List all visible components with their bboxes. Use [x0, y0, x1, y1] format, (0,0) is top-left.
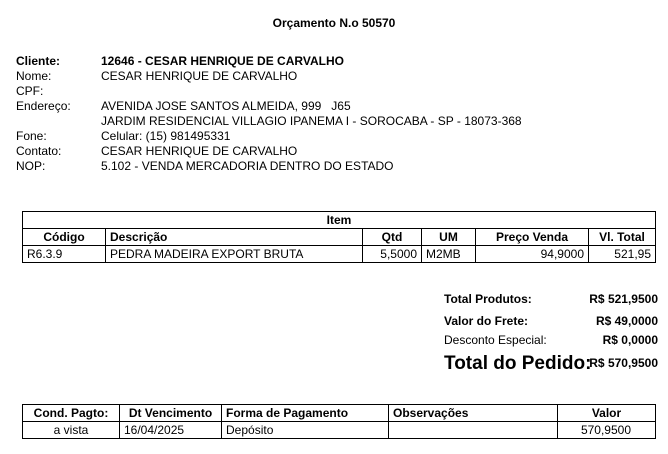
total-produtos-value: R$ 521,9500	[589, 292, 658, 306]
cell-dt-vencimento: 16/04/2025	[120, 422, 222, 439]
desconto-especial-value: R$ 0,0000	[602, 333, 658, 347]
header-vl-total: Vl. Total	[589, 229, 656, 246]
header-um: UM	[422, 229, 476, 246]
payment-header-row	[23, 405, 656, 422]
cell-um: M2MB	[422, 246, 476, 263]
cell-valor: 570,9500	[558, 422, 656, 439]
header-cond-pagto: Cond. Pagto:	[23, 405, 120, 422]
desconto-especial-label: Desconto Especial:	[444, 333, 547, 347]
total-produtos-label: Total Produtos:	[444, 292, 532, 306]
items-table	[22, 211, 656, 263]
nop-label: NOP:	[16, 159, 46, 173]
page-title: Orçamento N.o 50570	[272, 16, 396, 30]
header-valor: Valor	[558, 405, 656, 422]
cliente-value: 12646 - CESAR HENRIQUE DE CARVALHO	[101, 54, 344, 68]
items-header-row	[23, 229, 656, 246]
nome-value: CESAR HENRIQUE DE CARVALHO	[101, 69, 298, 83]
endereco-line2: JARDIM RESIDENCIAL VILLAGIO IPANEMA I - SOROCABA - SP - 18073-368	[101, 114, 522, 128]
total-pedido-label: Total do Pedido:	[444, 353, 592, 374]
valor-frete-label: Valor do Frete:	[444, 314, 529, 328]
items-table-caption: Item	[23, 212, 656, 229]
cell-cond-pagto: a vista	[23, 422, 120, 439]
cell-forma-pagamento: Depósito	[222, 422, 389, 439]
total-pedido-value: R$ 570,9500	[589, 356, 658, 370]
fone-value: Celular: (15) 981495331	[101, 129, 231, 143]
cell-observacoes	[389, 422, 558, 439]
contato-value: CESAR HENRIQUE DE CARVALHO	[101, 144, 298, 158]
cliente-label: Cliente:	[16, 54, 61, 68]
nome-label: Nome:	[16, 69, 52, 83]
endereco-label: Endereço:	[16, 99, 71, 113]
table-row	[23, 422, 656, 439]
nop-value: 5.102 - VENDA MERCADORIA DENTRO DO ESTADO	[101, 159, 394, 173]
payment-table	[22, 404, 656, 439]
cpf-label: CPF:	[16, 84, 44, 98]
cell-preco-venda: 94,9000	[476, 246, 589, 263]
endereco-line1: AVENIDA JOSE SANTOS ALMEIDA, 999 J65	[101, 99, 351, 113]
header-descricao: Descrição	[106, 229, 363, 246]
valor-frete-value: R$ 49,0000	[595, 314, 658, 328]
cell-codigo: R6.3.9	[23, 246, 106, 263]
contato-label: Contato:	[16, 144, 62, 158]
header-observacoes: Observações	[389, 405, 558, 422]
header-dt-vencimento: Dt Vencimento	[120, 405, 222, 422]
header-qtd: Qtd	[363, 229, 422, 246]
header-codigo: Código	[23, 229, 106, 246]
table-row	[23, 246, 656, 263]
header-forma-pagamento: Forma de Pagamento	[222, 405, 389, 422]
fone-label: Fone:	[16, 129, 47, 143]
cell-descricao: PEDRA MADEIRA EXPORT BRUTA	[106, 246, 363, 263]
cell-vl-total: 521,95	[589, 246, 656, 263]
cell-qtd: 5,5000	[363, 246, 422, 263]
header-preco-venda: Preço Venda	[476, 229, 589, 246]
